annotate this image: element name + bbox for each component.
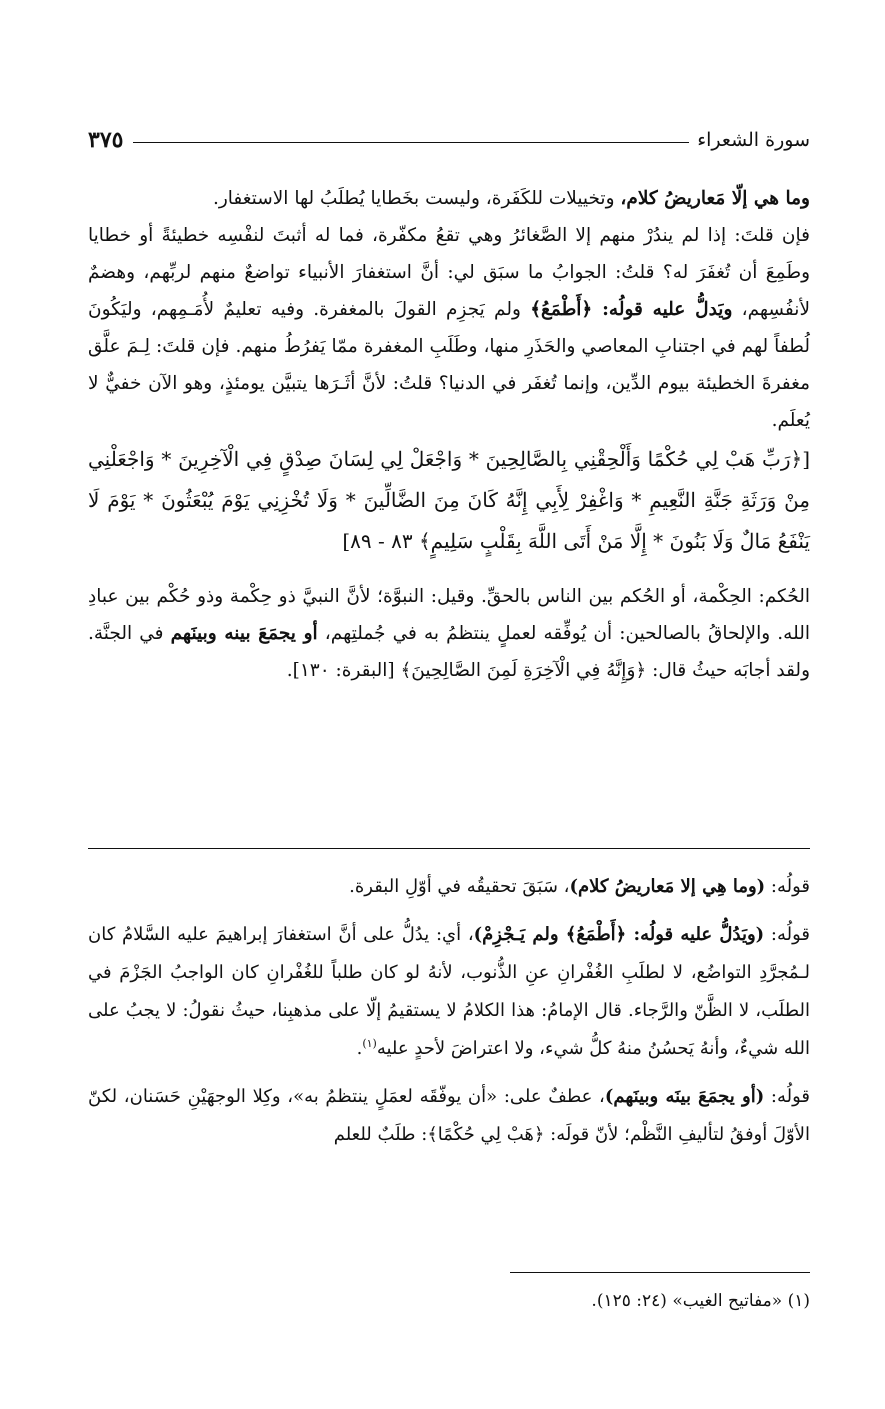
commentary-section [88,868,810,1154]
commentary-c2-post: ، أي: يدُلُّ على أنَّ استغفارَ إبراهيمَ عليه السَّلامُ كان لـمُجرَّدِ التواضُع، لا لطلَبِ الغُفْرانِ عنِ الذُّنوب، لأنهُ لو كان طلباً للغُفْرانِ كان الواجبُ الجَزْمَ في الطلَب، لا الظَّنّ والرَّجاء. قال الإمامُ: هذا الكلامُ لا يستقيمُ إلّا على مذهبِنا، حيثُ نقولُ: لا يجبُ على الله شيءٌ، وأنهُ يَحسُنُ منهُ كلُّ شيء، ولا اعتراضَ لأحدٍ عليه [88,924,810,1059]
commentary-c3-pre: قولُه: [764,1086,811,1107]
main-p2-bold: ويَدلُّ عليه قولُه: ﴿أَطْمَعُ﴾ [530,299,733,320]
commentary-paragraph-1 [88,868,810,906]
quran-verses: [﴿رَبِّ هَبْ لِي حُكْمًا وَأَلْحِقْنِي بِالصَّالِحِينَ * وَاجْعَلْ لِي لِسَانَ صِدْقٍ فِي الْآخِرِينَ * وَاجْعَلْنِي مِنْ وَرَثَةِ جَنَّةِ النَّعِيمِ * وَاغْفِرْ لِأَبِي إِنَّهُ كَانَ مِنَ الضَّالِّينَ * وَلَا تُخْزِنِي يَوْمَ يُبْعَثُونَ * يَوْمَ لَا يَنْفَعُ مَالٌ وَلَا بَنُونَ * إِلَّا مَنْ أَتَى اللَّهَ بِقَلْبٍ سَلِيمٍ﴾ ٨٣ - ٨٩] [88,447,811,553]
page-number: ٣٧٥ [88,127,124,153]
footnote-rule [510,1272,810,1273]
commentary-c3-post: ، عطفٌ على: «أن يوفّقَه لعمَلٍ ينتظمُ به»، وكِلا الوجهَيْنِ حَسَنان، لكنّ الأوّلَ أوفقُ لتأليفِ النَّظْم؛ لأنّ قولَه: ﴿هَبْ لِي حُكْمًا﴾: طلَبٌ للعلم [88,1086,810,1145]
commentary-separator [88,848,810,849]
book-page [88,0,810,1409]
commentary-c1-pre: قولُه: [765,876,810,897]
commentary-c2-pre: قولُه: [764,924,810,945]
commentary-paragraph-3 [88,1078,810,1154]
commentary-c3-bold: (أو يجمَعَ بينَه وبينَهم) [604,1086,765,1107]
main-p1-rest: وتخييلات للكَفَرة، وليست بخَطايا يُطلَبُ لها الاستغفار. [212,188,621,209]
surah-title: سورة الشعراء [697,129,810,151]
header-rule [133,142,689,143]
main-p2-a: فإن قلتَ: إذا لم يندُرْ منهم إلا الصَّغائرُ وهي تقعُ مكفّرة، فما له أثبتَ لنفْسِه خطيئةً أو خطايا وطَمِعَ أن تُغفَرَ له؟ قلتُ: الجوابُ ما سبَق لي: أنَّ استغفارَ الأنبياء تواضعٌ منهم لربِّهم، وهضمٌ لأنفُسِهم، [88,225,810,320]
main-p3-bold: أو يجمَعَ بينه وبينَهم [170,623,318,644]
running-header [88,118,810,162]
main-paragraph-2 [88,217,810,439]
commentary-c1-post: ، سَبَقَ تحقيقُه في أوّلِ البقرة. [349,876,570,897]
commentary-c2-end: . [356,1038,363,1059]
main-p2-b: ولم يَجزِم القولَ بالمغفرة. وفيه تعليمٌ لأُمَـمِهم، وليَكُونَ لُطفاً لهم في اجتنابِ المعاصي والحَذَرِ منها، وطَلَبِ المغفرة ممّا يَفرُطُ منهم. فإن قلتَ: لِـمَ علَّق مغفرةَ الخطيئة بيوم الدِّين، وإنما تُغفَر في الدنيا؟ قلتُ: لأنَّ أثَـرَها يتبيَّن يومئذٍ، وهو الآن خفيٌّ لا يُعلَم. [88,299,810,431]
commentary-c2-bold: (ويَدُلُّ عليه قولُه: ﴿أَطْمَعُ﴾ ولم يَـجْزِمْ) [473,924,765,945]
main-p1-lead: وما هي إلّا مَعاريضُ كلام، [620,188,810,209]
footnote: (١) «مفاتيح الغيب» (٢٤: ١٢٥). [591,1291,810,1311]
main-p3-a: الحُكم: الحِكْمة، أو الحُكم بين الناس بالحقِّ. وقيل: النبوَّة؛ لأنَّ النبيَّ ذو حِكْمة وذو حُكْم بين عبادِ الله. والإلحاقُ بالصالحين: أن يُوفِّقه لعملٍ ينتظمُ به في جُملتِهم، [88,586,810,644]
main-p3-b: في الجنَّة. ولقد أجابَه حيثُ قال: ﴿وَإِنَّهُ فِي الْآخِرَةِ لَمِنَ الصَّالِحِينَ﴾ [البقرة: ١٣٠]. [88,623,810,681]
commentary-c1-bold: (وما هِي إلا مَعاريضُ كلام) [569,876,766,897]
main-paragraph-3 [88,578,810,689]
commentary-paragraph-2 [88,916,810,1068]
footnote-reference[interactable]: (١) [362,1037,377,1050]
main-paragraph-1 [88,180,810,217]
main-text [88,180,810,689]
